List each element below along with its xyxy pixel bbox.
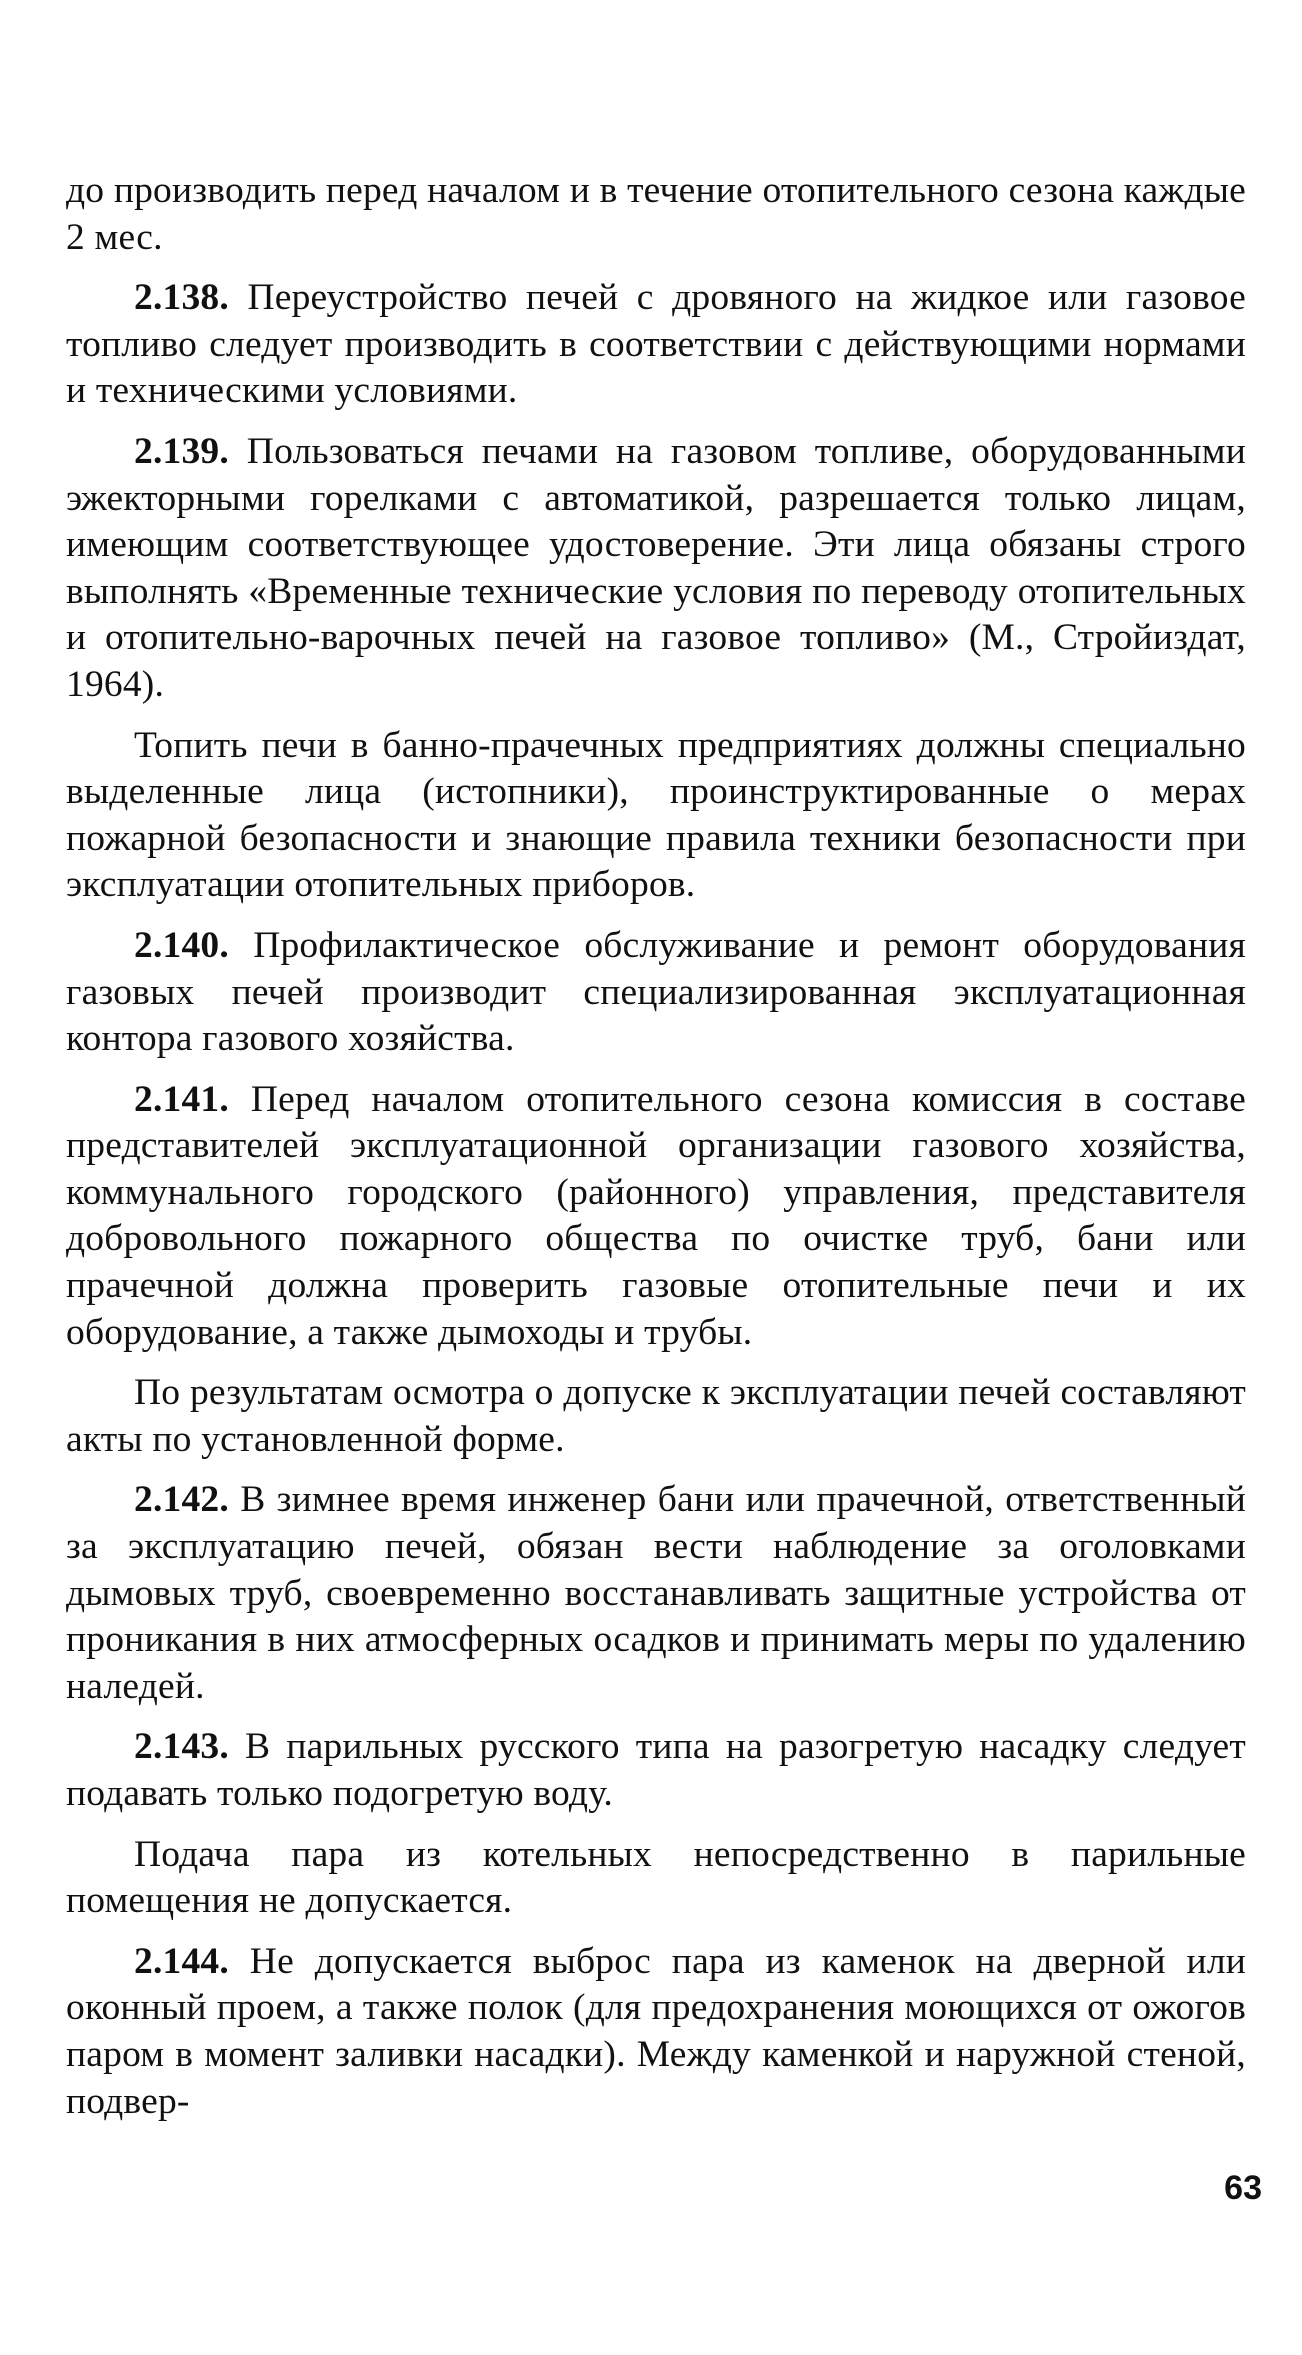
paragraph-text: Топить печи в банно-прачечных предприятиях должны специально выделенные лица (истопники), проинструктированные о мерах пожарной безопасности и знающие правила техники безопасности при эксплуатации отопительных приборов. bbox=[66, 724, 1246, 906]
paragraph-inspection-results bbox=[66, 1370, 1246, 1463]
document-body bbox=[66, 168, 1246, 2139]
paragraph-text: В парильных русского типа на разогретую насадку следует подавать только подогретую воду. bbox=[66, 1726, 1246, 1814]
paragraph-text: до производить перед началом и в течение отопительного сезона каждые 2 мес. bbox=[66, 170, 1246, 258]
paragraph-text: Перед началом отопительного сезона комиссия в составе представителей эксплуатационной организации газового хозяйства, коммунального городского (районного) управления, представителя добровольного пожарного общества по очистке труб, бани или прачечной должна проверить газовые отопительные печи и их оборудование, а также дымоходы и трубы. bbox=[66, 1078, 1246, 1353]
paragraph-number: 2.138. bbox=[134, 277, 229, 319]
paragraph-number: 2.143. bbox=[134, 1726, 229, 1768]
paragraph-stokers bbox=[66, 723, 1246, 909]
paragraph-number: 2.140. bbox=[134, 924, 229, 966]
paragraph-number: 2.144. bbox=[134, 1940, 229, 1982]
paragraph-2-140 bbox=[66, 923, 1246, 1063]
paragraph-2-142 bbox=[66, 1477, 1246, 1710]
paragraph-2-141 bbox=[66, 1077, 1246, 1357]
paragraph-text: Не допускается выброс пара из каменок на дверной или оконный проем, а также полок (для предохранения моющихся от ожогов паром в момент заливки насадки). Между каменкой и наружной стеной, подвер- bbox=[66, 1940, 1247, 2122]
paragraph-text: Профилактическое обслуживание и ремонт оборудования газовых печей производит специализированная эксплуатационная контора газового хозяйства. bbox=[66, 924, 1246, 1060]
page-number: 63 bbox=[1224, 2169, 1262, 2207]
paragraph-steam-supply bbox=[66, 1832, 1246, 1925]
paragraph-text: Переустройство печей с дровяного на жидкое или газовое топливо следует производить в соответствии с действующими нормами и техническими условиями. bbox=[66, 277, 1246, 412]
paragraph-text: В зимнее время инженер бани или прачечной, ответственный за эксплуатацию печей, обязан вести наблюдение за оголовками дымовых труб, своевременно восстанавливать защитные устройства от проникания в них атмосферных осадков и принимать меры по удалению наледей. bbox=[66, 1479, 1246, 1707]
paragraph-text: По результатам осмотра о допуске к эксплуатации печей составляют акты по установленной форме. bbox=[66, 1372, 1246, 1460]
paragraph-2-144 bbox=[66, 1939, 1246, 2125]
paragraph-2-138 bbox=[66, 275, 1246, 415]
paragraph-continuation bbox=[66, 168, 1246, 261]
paragraph-number: 2.141. bbox=[134, 1078, 229, 1120]
paragraph-number: 2.139. bbox=[134, 430, 229, 472]
paragraph-number: 2.142. bbox=[134, 1479, 229, 1521]
paragraph-text: Подача пара из котельных непосредственно в парильные помещения не допускается. bbox=[66, 1833, 1246, 1922]
paragraph-2-143 bbox=[66, 1724, 1246, 1817]
paragraph-text: Пользоваться печами на газовом топливе, оборудованными эжекторными горелками с автоматикой, разрешается только лицам, имеющим соответствующее удостоверение. Эти лица обязаны строго выполнять «Временные технические условия по переводу отопительных и отопительно-варочных печей на газовое топливо» (М., Стройиздат, 1964). bbox=[66, 430, 1246, 705]
paragraph-2-139 bbox=[66, 429, 1246, 709]
